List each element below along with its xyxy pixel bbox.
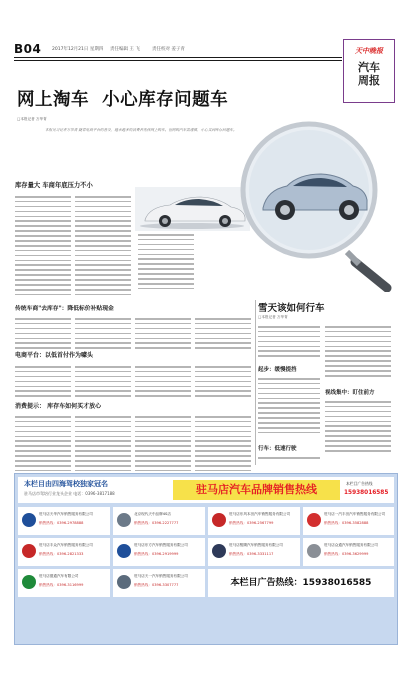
article1-body-col7 — [195, 318, 251, 352]
dealer-phone: 销售热线：0396-3629999 — [324, 552, 369, 556]
dealer-phone: 销售热线：0396-3116999 — [39, 583, 84, 587]
brand-logo: 天中晚报 — [355, 46, 383, 55]
dealer-logo-icon — [22, 544, 36, 558]
header-rule — [14, 57, 342, 58]
article1-body-col8 — [15, 366, 71, 400]
article1-byline: □本报记者 万华青 — [17, 117, 47, 121]
hotline-title: 驻马店汽车品牌销售热线 — [196, 483, 317, 496]
dealer-logo-icon — [212, 544, 226, 558]
dealer-logo-icon — [212, 513, 226, 527]
column-divider — [255, 300, 256, 465]
article1-body-col15 — [195, 416, 251, 475]
date-line: 2017年12月21日 星期四 — [52, 47, 104, 52]
article1-body-col1 — [15, 196, 71, 299]
dealer-5 — [113, 538, 205, 566]
article1-body-col11 — [195, 366, 251, 400]
dealer-3 — [303, 507, 394, 535]
dealer-logo-icon — [117, 575, 131, 589]
ad-area — [14, 473, 398, 645]
article1-section-4: 消费提示： 库存车如何买才放心 — [15, 403, 102, 410]
dealer-1 — [113, 507, 205, 535]
ad-hotline-box — [208, 569, 394, 597]
dealer-phone: 销售热线：0396-3307777 — [134, 583, 179, 587]
dealer-phone: 销售热线：0396-3331117 — [229, 552, 274, 556]
dealer-8 — [18, 569, 110, 597]
article2-byline: □本报记者 万华青 — [258, 315, 288, 319]
dealer-7 — [303, 538, 394, 566]
article1-body-col5 — [75, 318, 131, 352]
dealer-name: 驻马店天华汽车销售服务有限公司 — [39, 512, 93, 516]
dealer-logo-icon — [117, 513, 131, 527]
dealer-6 — [208, 538, 300, 566]
dealer-logo-icon — [22, 575, 36, 589]
sponsor-subtitle: 驻马店市驾培行业龙头企业 电话：0396-3817188 — [24, 491, 115, 496]
article1-body-col14 — [135, 416, 191, 475]
article2-body-col3 — [258, 457, 320, 462]
dealer-phone: 销售热线：0396-2227777 — [134, 521, 179, 525]
dealer-name: 驻马店东风本田汽车销售服务有限公司 — [229, 512, 291, 516]
article1-body-col12 — [15, 416, 71, 475]
article2-body-col5 — [325, 401, 391, 455]
dealer-phone: 销售热线：0396-2567799 — [229, 521, 274, 525]
article2-body-col4 — [325, 326, 391, 380]
dealer-phone: 销售热线：0396-2919999 — [134, 552, 179, 556]
article1-section-1: 库存量大 车商年底压力不小 — [15, 182, 93, 189]
ad-hotline-label: 本栏目广告热线 — [346, 481, 373, 486]
article2-body-col2 — [258, 378, 320, 437]
editor-line: 责任编辑 王 飞 — [110, 47, 140, 52]
article1-body-col10 — [135, 366, 191, 400]
dealer-name: 驻马店天一汽车销售服务有限公司 — [134, 574, 188, 578]
dealer-2 — [208, 507, 300, 535]
sponsor-banner — [18, 477, 394, 503]
article2-section-6: 行车：低速行驶 — [258, 446, 297, 452]
dealer-phone: 销售热线：0396-3582888 — [324, 521, 369, 525]
article2-body-col1 — [258, 326, 320, 360]
column-title: 汽车 周报 — [358, 61, 380, 87]
dealer-name: 驻马店骏腾汽车销售服务有限公司 — [229, 543, 283, 547]
article1-section-3: 电商平台：以低首付作为噱头 — [15, 352, 94, 359]
desk-line: 责任校对 姜子青 — [152, 47, 185, 52]
dealer-name: 驻马店德通汽车有限公司 — [39, 574, 79, 578]
article1-body-col2 — [75, 196, 131, 299]
ad-hotline-footer: 本栏目广告热线：15938016585 — [230, 578, 372, 588]
header-rule-thin — [14, 60, 342, 61]
article1-lead: 本报见习记者万华青 随着电商平台的普及，越来越多的消费者选择网上购车。但网购汽车需谨慎，小心买到库存问题车。 — [45, 128, 237, 132]
article1-section-2: 传统车商"去库存"：降低标价补贴现金 — [15, 306, 114, 312]
dealer-phone: 销售热线：0396-2978888 — [39, 521, 84, 525]
article1-body-col3 — [138, 234, 194, 293]
dealer-logo-icon — [22, 513, 36, 527]
dealer-name: 北京现代天中品牌4S店 — [134, 512, 171, 516]
dealer-name: 驻马店一汽丰田汽车销售服务有限公司 — [324, 512, 386, 516]
article2-section-1: 起步：缓慢提挡 — [258, 367, 297, 373]
dealer-logo-icon — [307, 544, 321, 558]
article1-body-col13 — [75, 416, 131, 475]
dealer-0 — [18, 507, 110, 535]
car-photo — [135, 187, 250, 231]
dealer-phone: 销售热线：0396-2821333 — [39, 552, 84, 556]
dealer-logo-icon — [307, 513, 321, 527]
article2-section-3: 视线集中：盯住前方 — [325, 390, 375, 396]
article1-body-col4 — [15, 318, 71, 352]
sponsor-title: 本栏目由四海驾校独家冠名 — [24, 480, 108, 488]
article1-headline: 网上淘车 小心库存问题车 — [17, 90, 229, 110]
dealer-4 — [18, 538, 110, 566]
hotline-bar — [173, 480, 340, 500]
brand-box — [343, 39, 395, 103]
article1-body-col6 — [135, 318, 191, 352]
dealer-name: 驻马店东方汽车销售服务有限公司 — [134, 543, 188, 547]
page-number: B04 — [14, 42, 42, 56]
magnifier-graphic — [235, 112, 395, 292]
dealer-9 — [113, 569, 205, 597]
dealer-name: 驻马店丰众汽车销售服务有限公司 — [39, 543, 93, 547]
dealer-logo-icon — [117, 544, 131, 558]
article2-headline: 雪天该如何行车 — [258, 303, 325, 314]
dealer-name: 驻马店众通汽车销售服务有限公司 — [324, 543, 378, 547]
ad-hotline-number: 15938016585 — [344, 490, 389, 496]
article1-body-col9 — [75, 366, 131, 400]
